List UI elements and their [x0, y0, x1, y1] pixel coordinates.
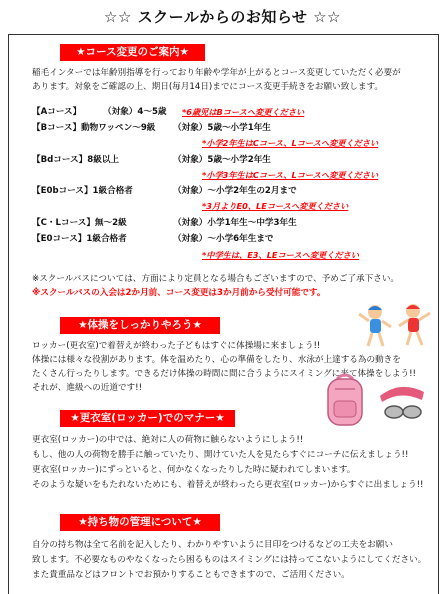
exercise-line-4: それが、進級への近道です!!	[32, 383, 143, 393]
course-e0-target: （対象）～小学6年生まで	[173, 234, 274, 244]
course-a-note: *6歳児はBコースへ変更ください	[182, 107, 305, 117]
course-bd-name: 【Bdコース】8級以上	[32, 155, 120, 165]
exercise-line-3: たくさん行ったりします。できるだけ体操の時間に間に合うようにスイミングに来て体操をしよう!!	[32, 369, 416, 379]
course-b-note: *小学2年生はCコース、Lコースへ変更ください	[202, 138, 379, 148]
course-bd-target: （対象）5歳～小学2年生	[173, 155, 271, 165]
exercise-header: ★体操をしっかりやろう★	[60, 317, 220, 334]
locker-line-1: 更衣室(ロッカー)の中では、絶対に人の荷物に触らないようにしよう!!	[32, 435, 304, 445]
page-title: ☆☆ スクールからのお知らせ ☆☆	[104, 8, 341, 26]
course-e0b-target: （対象）～小学2年生の2月まで	[173, 186, 297, 196]
exercise-line-2: 体操には様々な役割があります。体を温めたり、心の準備をしたり、水泳が上達する為の動きを	[32, 355, 401, 365]
locker-line-3: 更衣室(ロッカー)にずっといると、何かなくなったりした時に疑われてしまいます。	[32, 465, 356, 475]
bus-note-2: ※スクールバスの入会は2か月前、コース変更は3か月前から受付可能です。	[32, 288, 326, 298]
course-cl-target: （対象）小学1年生～中学3年生	[173, 218, 297, 228]
locker-line-2: もし、他の人の荷物を勝手に触っていたり、開けていた人を見たらすぐにコーチに伝えましょう!!	[32, 450, 409, 460]
course-change-header: ★コース変更のご案内★	[60, 44, 205, 61]
belongings-header: ★持ち物の管理について★	[60, 514, 220, 531]
course-e0-name: 【E0コース】1級合格者	[32, 234, 127, 244]
course-e0b-note: *3月よりE0、LEコースへ変更ください	[202, 201, 349, 211]
belongings-line-1: 自分の持ち物は全て名前を記入したり、わかりやすいように目印をつけるなどの工夫をお願い	[32, 540, 393, 550]
course-e0b-name: 【E0bコース】1級合格者	[32, 186, 133, 196]
course-bd-note: *小学3年生はCコース、Lコースへ変更ください	[202, 170, 379, 180]
exercise-line-1: ロッカー(更衣室)で着替えが終わった子どもはすぐに体操場に来ましょう!!	[32, 341, 321, 351]
belongings-line-3: また貴重品などはフロントでお預かりすることもできますので、ご活用ください。	[32, 570, 350, 580]
course-cl-name: 【C・Lコース】無～2級	[32, 218, 127, 228]
bus-note-1: ※スクールバスについては、方面により定員となる場合もございますので、予めご了承下さい。	[32, 274, 400, 284]
course-b-name: 【Bコース】動物ワッペン～9級	[32, 123, 156, 133]
intro-line-1: 稲毛インターでは年齢別指導を行っており年齢や学年が上がるとコース変更していただく必要が	[32, 68, 401, 78]
swimmers-illustration-icon	[355, 300, 437, 350]
backpack-illustration-icon	[323, 371, 367, 429]
course-a-target: （対象）4～5歳	[103, 107, 167, 117]
course-e0-note: *中学生は、E3、LEコースへ変更ください	[202, 250, 359, 260]
locker-line-4: そのような疑いをもたれないためにも、着替えが終わったら更衣室(ロッカー)からすぐに出ましょう!!	[32, 480, 424, 490]
goggles-cap-illustration-icon	[372, 380, 432, 424]
locker-manners-header: ★更衣室(ロッカー)でのマナー★	[60, 410, 235, 427]
intro-line-2: あります。対象をご確認の上、期日(毎月14日)までにコース変更手続きをお願い致します。	[32, 82, 383, 92]
belongings-line-2: 致します。不必要なものやなくなったら困るものはスイミングには持ってこないようにしてください。	[32, 555, 427, 565]
course-b-target: （対象）5歳～小学1年生	[173, 123, 271, 133]
course-a-name: 【Aコース】	[32, 107, 82, 117]
